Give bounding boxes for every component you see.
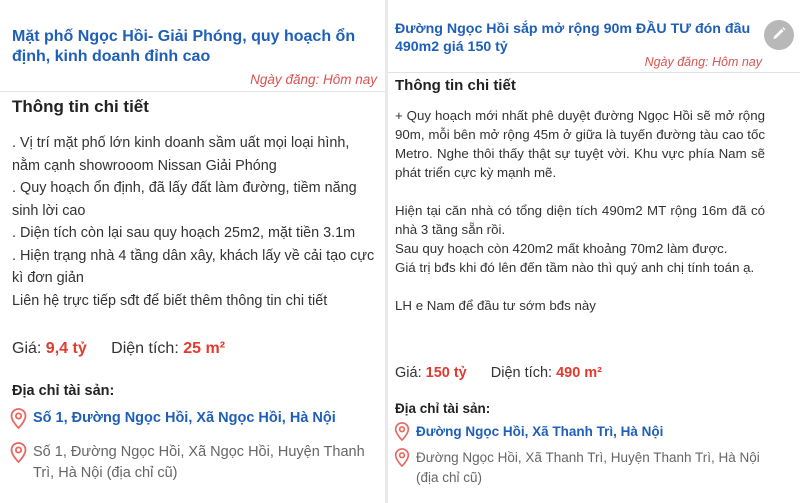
price-value: 9,4 tỷ [45, 340, 87, 357]
area-label: Diện tích: [490, 365, 553, 381]
price-label: Giá: [12, 340, 42, 357]
description-line: Hiện tại căn nhà có tổng diện tích 490m2 MT rộng 16m đã có nhà 3 tầng sẵn rồi. [395, 203, 765, 237]
details-heading: Thông tin chi tiết [395, 77, 516, 94]
listing-title[interactable]: Đường Ngọc Hồi sắp mở rộng 90m ĐẦU TƯ đón đầu 490m2 giá 150 tỷ [395, 21, 751, 56]
price-value: 150 tỷ [425, 365, 467, 381]
divider [0, 91, 385, 92]
address-current[interactable] [394, 422, 784, 444]
map-pin-icon [394, 448, 410, 470]
address-current[interactable] [10, 408, 380, 433]
description-spacer [395, 182, 765, 201]
address-old [394, 448, 784, 487]
divider [388, 72, 800, 73]
description [395, 106, 765, 315]
description [12, 132, 377, 312]
listing-title[interactable]: Mặt phố Ngọc Hồi- Giải Phóng, quy hoạch ổn định, kinh doanh đỉnh cao [12, 28, 356, 66]
price-area-row [395, 365, 602, 381]
address-current-text[interactable]: Đường Ngọc Hồi, Xã Thanh Trì, Hà Nội [416, 424, 664, 439]
area-label: Diện tích: [111, 340, 179, 357]
map-pin-icon [10, 442, 27, 467]
pencil-icon [771, 25, 787, 46]
address-current-text[interactable]: Số 1, Đường Ngọc Hồi, Xã Ngọc Hồi, Hà Nội [33, 410, 336, 426]
address-heading: Địa chỉ tài sản: [395, 401, 491, 416]
details-heading: Thông tin chi tiết [12, 97, 149, 116]
listing-card-right[interactable] [388, 0, 800, 503]
posted-date: Ngày đăng: Hôm nay [644, 55, 762, 69]
description-line: . Diện tích còn lại sau quy hoạch 25m2, mặt tiền 3.1m [12, 225, 356, 241]
description-line: Liên hệ trực tiếp sđt để biết thêm thông tin chi tiết [12, 292, 328, 309]
description-line: . Vị trí mặt phố lớn kinh doanh sầm uất mọi loại hình, nằm cạnh showrooom Nissan Giải Phóng [12, 135, 350, 174]
map-pin-icon [10, 408, 27, 433]
address-old-text: Đường Ngọc Hồi, Xã Thanh Trì, Huyện Thanh Trì, Hà Nội (địa chỉ cũ) [416, 450, 760, 485]
address-heading: Địa chỉ tài sản: [12, 383, 115, 399]
description-line: . Quy hoạch ổn định, đã lấy đất làm đường, tiềm năng sinh lời cao [12, 180, 357, 219]
listing-card-left[interactable] [0, 0, 385, 503]
description-line: Giá trị bđs khi đó lên đến tầm nào thì quý anh chị tính toán ạ. [395, 260, 755, 275]
price-label: Giá: [395, 365, 422, 381]
address-old [10, 442, 380, 484]
description-line: + Quy hoạch mới nhất phê duyệt đường Ngọc Hồi sẽ mở rộng 90m, mỗi bên mở rộng 45m ở giữa là tuyến đường tàu cao tốc Metro. Nghe thôi thấy thật sự tuyệt vời. Khu vực phía Nam sẽ phát triển cực kỳ mạnh mẽ. [395, 108, 765, 180]
description-line: . Hiện trạng nhà 4 tầng dân xây, khách lấy về cải tạo cực kì đơn giản [12, 247, 375, 286]
description-line: Sau quy hoạch còn 420m2 mất khoảng 70m2 làm được. [395, 241, 728, 256]
price-area-row [12, 340, 225, 358]
map-pin-icon [394, 422, 410, 444]
area-value: 490 m² [556, 365, 603, 381]
address-old-text: Số 1, Đường Ngọc Hồi, Xã Ngọc Hồi, Huyện Thanh Trì, Hà Nội (địa chỉ cũ) [33, 444, 365, 482]
description-line: LH e Nam để đầu tư sớm bđs này [395, 298, 596, 313]
description-spacer [395, 277, 765, 296]
area-value: 25 m² [183, 340, 226, 357]
posted-date: Ngày đăng: Hôm nay [250, 72, 377, 87]
edit-button[interactable] [764, 20, 794, 50]
